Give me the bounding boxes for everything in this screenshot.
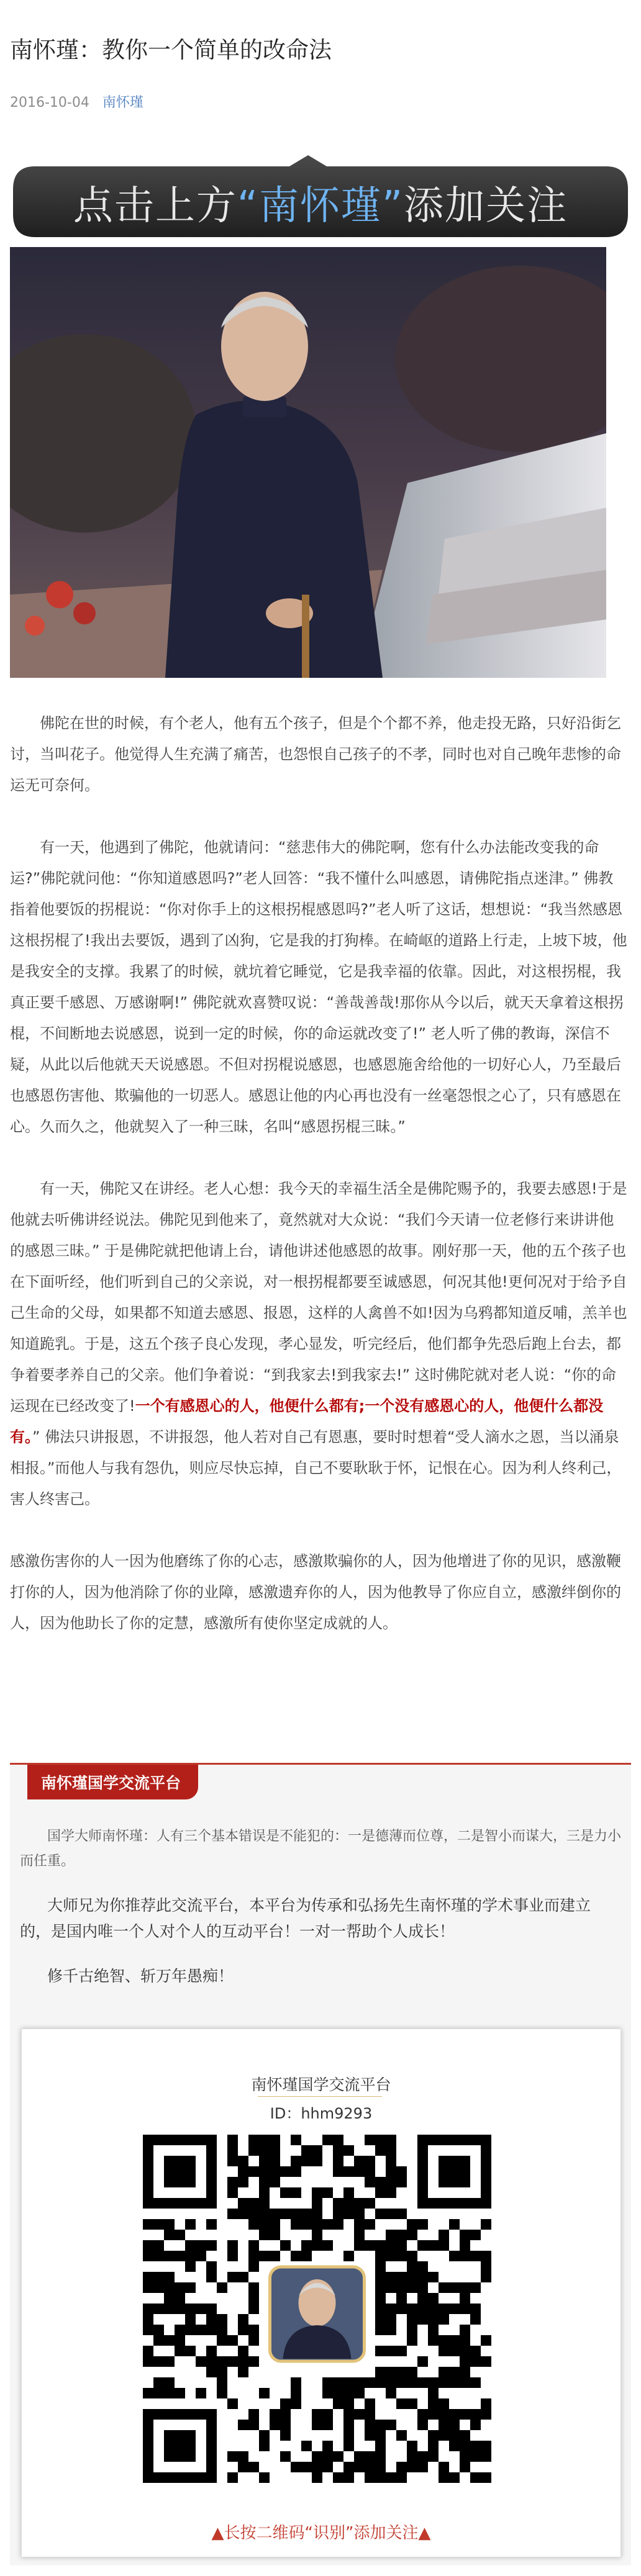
highlight-quote: 一个有感恩心的人，他便什么都有;一个没有感恩心的人，他便什么都没有。 (10, 1397, 604, 1446)
qr-card[interactable] (21, 2029, 621, 2557)
promo-paragraph-1: 国学大师南怀瑾：人有三个基本错误是不能犯的：一是德薄而位尊，二是智小而谋大，三是力小而任重。 (20, 1829, 622, 1869)
paragraph-2: 有一天，他遇到了佛陀，他就请问：“慈悲伟大的佛陀啊，您有什么办法能改变我的命运?”佛陀就问他：“你知道感恩吗?”老人回答：“我不懂什么叫感恩，请佛陀指点迷津。” 佛教指着他要饭的拐棍说：“你对你手上的这根拐棍感恩吗?”老人听了这话，想想说：“我当然感恩这根拐棍了!我出去要饭，遇到了凶狗，它是我的打狗棒。在崎岖的道路上行走，上坡下坡，他是我安全的支撑。我累了的时候，就坑着它睡觉，它是我幸福的依靠。因此，对这根拐棍，我真正要千感恩、万感谢啊!” 佛陀就欢喜赞叹说：“善哉善哉!那你从今以后，就天天拿着这根拐棍，不间断地去说感恩，说到一定的时候，你的命运就改变了!” 老人听了佛的教诲，深信不疑，从此以后他就天天说感恩。不但对拐棍说感恩，也感恩施舍给他的一切好心人，乃至最后也感恩伤害他、欺骗他的一切恶人。感恩让他的内心再也没有一丝毫怨恨之心了，只有感恩在心。久而久之，他就契入了一种三昧，名叫“感恩拐棍三昧。” (10, 839, 627, 1135)
article-title: 南怀瑾：教你一个简单的改命法 (10, 37, 332, 63)
paragraph-3-tail: ” 佛法只讲报恩，不讲报怨，他人若对自己有恩惠，要时时想着“受人滴水之恩，当以涌泉相报。”而他人与我有怨仇，则应尽快忘掉，自己不要耿耿于怀，记恨在心。因为利人终利己，害人终害己。 (10, 1428, 622, 1508)
banner-prefix: 点击上方 (73, 183, 237, 229)
promo-intro (20, 1824, 621, 2008)
banner-suffix: 添加关注 (404, 183, 568, 229)
portrait-photo (10, 247, 606, 678)
article-meta (10, 92, 631, 111)
paragraph-4: 感激伤害你的人一因为他磨练了你的心志，感激欺骗你的人，因为他增进了你的见识，感激鞭打你的人，因为他消除了你的业障，感激遗弃你的人，因为他教导了你应自立，感激绊倒你的人，因为他助长了你的定慧，感激所有使你坚定成就的人。 (10, 1552, 621, 1632)
qr-code-icon[interactable] (143, 2125, 497, 2498)
promo-paragraph-2: 大师兄为你推荐此交流平台，本平台为传承和弘扬先生南怀瑾的学术事业而建立的，是国内唯一个人对个人的互动平台！一对一帮助个人成长！ (20, 1896, 591, 1940)
avatar-portrait-icon (270, 2267, 365, 2361)
paragraph-3-text: 有一天，佛陀又在讲经。老人心想：我今天的幸福生活全是佛陀赐予的，我要去感恩!于是他就去听佛讲经说法。佛陀见到他来了，竟然就对大众说：“我们今天请一位老修行来讲讲他的感恩三昧。” 于是佛陀就把他请上台，请他讲述他感恩的故事。刚好那一天，他的五个孩子也在下面听经，他们听到自己的父亲说，对一根拐棍都要至诚感恩，何况其他!更何况对于给予自己生命的父母，如果都不知道去感恩、报恩，这样的人禽兽不如!因为乌鸦都知道反哺，羔羊也知道跪乳。于是，这五个孩子良心发现，孝心显发，听完经后，他们都争先恐后跑上台去，都争着要孝养自己的父亲。他们争着说：“到我家去!到我家去!” 这时佛陀就对老人说：“你的命运现在已经改变了! (10, 1180, 627, 1415)
banner-account-name: “南怀瑾” (237, 183, 404, 229)
banner-text (10, 174, 631, 231)
account-link[interactable]: 南怀瑾 (102, 95, 143, 110)
promo-tag: 南怀瑾国学交流平台 (27, 1765, 198, 1799)
promo-card (10, 1763, 631, 2565)
paragraph-3 (10, 1173, 628, 1515)
article-body (10, 708, 628, 1670)
qr-account-id: ID：hhm9293 (270, 2105, 373, 2122)
qr-instruction: ▲长按二维码“识别”添加关注▲ (211, 2524, 431, 2542)
follow-banner[interactable] (10, 155, 631, 239)
paragraph-1: 佛陀在世的时候，有个老人，他有五个孩子，但是个个都不养，他走投无路，只好沿街乞讨，当叫花子。他觉得人生充满了痛苦，也怨恨自己孩子的不孝，同时也对自己晚年悲惨的命运无可奈何。 (10, 714, 621, 794)
promo-paragraph-3: 修千古绝智、斩万年愚痴！ (47, 1967, 234, 1985)
qr-divider (258, 2096, 382, 2097)
qr-account-name: 南怀瑾国学交流平台 (251, 2076, 391, 2094)
publish-date: 2016-10-04 (10, 95, 89, 110)
portrait-photo-icon (10, 247, 606, 678)
